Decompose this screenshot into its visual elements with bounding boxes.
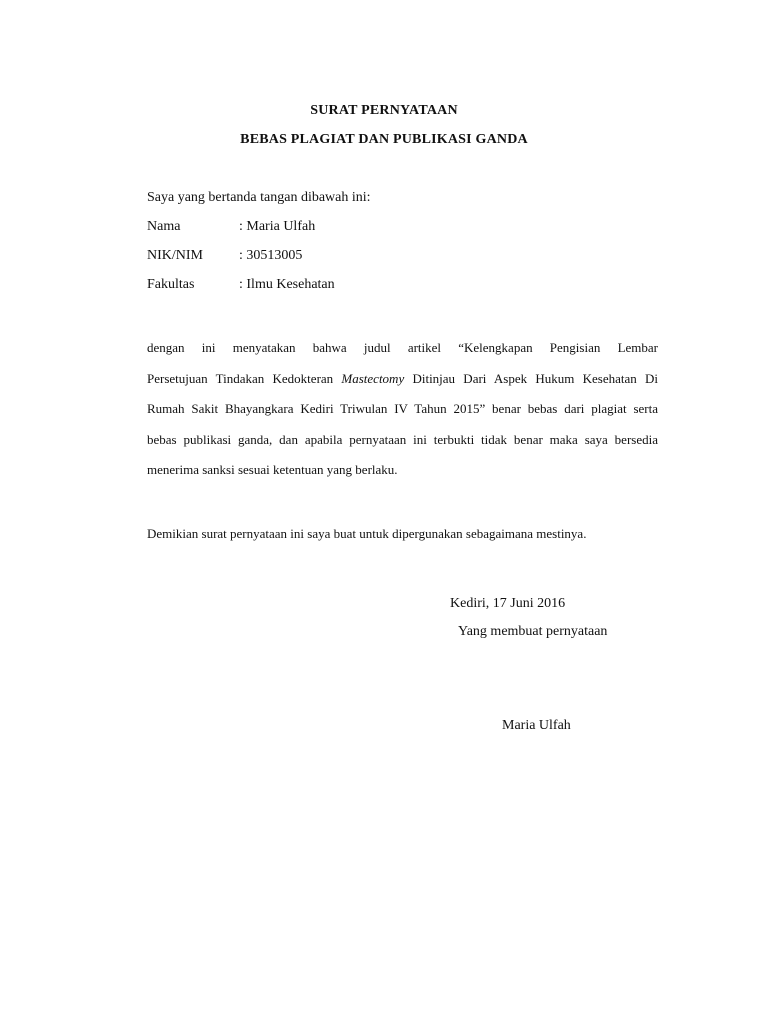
field-row-faculty (147, 277, 547, 297)
field-label-name: Nama (147, 219, 181, 234)
field-label-nik: NIK/NIM (147, 248, 203, 263)
statement-line (147, 364, 658, 395)
field-value-name: : Maria Ulfah (239, 219, 316, 234)
field-value-nik: : 30513005 (239, 248, 303, 263)
maker-label: Yang membuat pernyataan (458, 624, 608, 639)
field-label-faculty: Fakultas (147, 277, 195, 292)
field-row-name (147, 219, 547, 239)
signer-name: Maria Ulfah (502, 718, 571, 733)
document-subtitle: BEBAS PLAGIAT DAN PUBLIKASI GANDA (240, 132, 528, 147)
statement-italic-term: Mastectomy (341, 370, 405, 386)
closing-text: Demikian surat pernyataan ini saya buat untuk dipergunakan sebagaimana mestinya. (147, 526, 587, 541)
document-title: SURAT PERNYATAAN (310, 103, 458, 118)
statement-text: Persetujuan Tindakan Kedokteran (147, 370, 342, 386)
statement-line: bebas publikasi ganda, dan apabila pernyataan ini terbukti tidak benar maka saya bersedia (147, 431, 658, 447)
statement-paragraph (147, 333, 658, 486)
statement-line: dengan ini menyatakan bahwa judul artikel “Kelengkapan Pengisian Lembar (147, 340, 658, 355)
statement-line: Rumah Sakit Bhayangkara Kediri Triwulan IV Tahun 2015” benar bebas dari plagiat serta (147, 401, 658, 416)
intro-text: Saya yang bertanda tangan dibawah ini: (147, 190, 371, 205)
statement-line: menerima sanksi sesuai ketentuan yang berlaku. (147, 462, 398, 477)
statement-text: Ditinjau Dari Aspek Hukum Kesehatan Di (404, 370, 658, 386)
field-value-faculty: : Ilmu Kesehatan (239, 277, 335, 292)
field-row-nik (147, 248, 547, 268)
place-date: Kediri, 17 Juni 2016 (450, 596, 566, 611)
